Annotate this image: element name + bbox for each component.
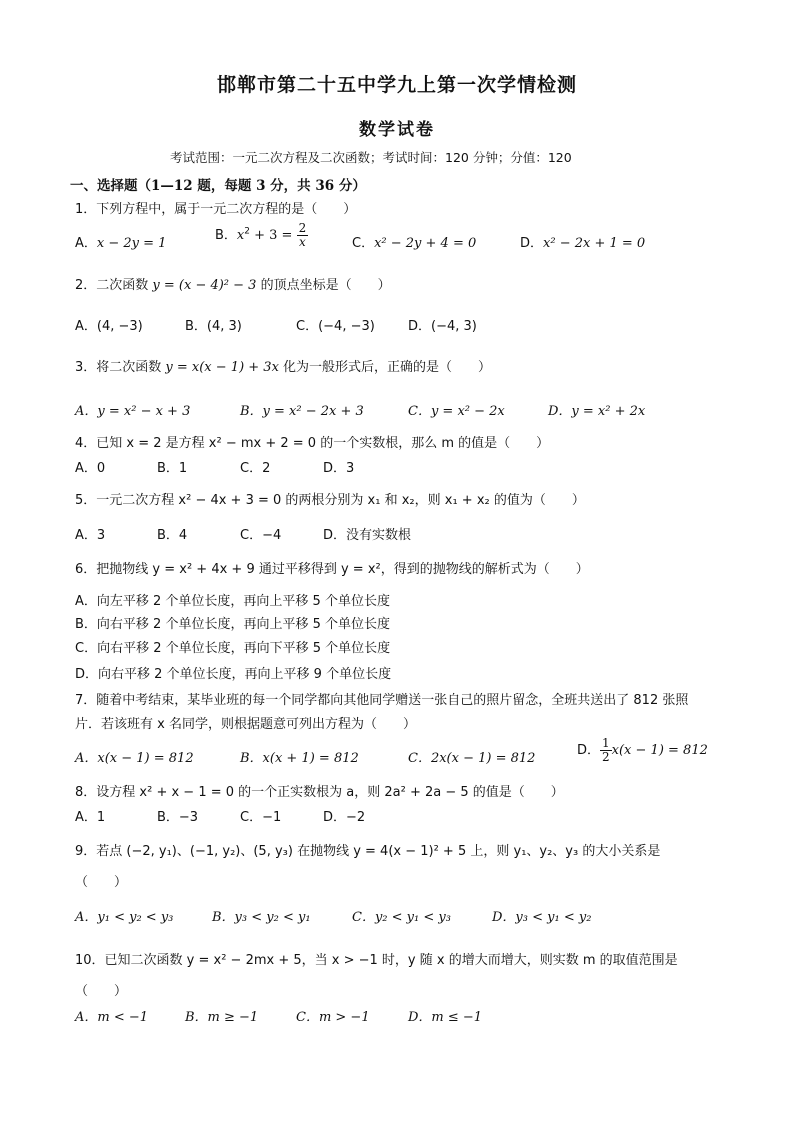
question-7-option-d [577, 737, 708, 764]
question-9-stem-line1: 9．若点 (−2, y₁)、(−1, y₂)、(5, y₃) 在抛物线 y = 4(x − 1)² + 5 上，则 y₁、y₂、y₃ 的大小关系是 [75, 844, 661, 859]
question-9-option-c: C．y₂ < y₁ < y₃ [352, 910, 451, 925]
question-6-option-b: B．向右平移 2 个单位长度，再向上平移 5 个单位长度 [75, 617, 390, 632]
fraction-denominator: 2 [602, 750, 610, 764]
question-10-option-a: A．m < −1 [75, 1010, 149, 1025]
option-label: A． [75, 236, 97, 251]
stem-text: 2．二次函数 [75, 278, 153, 293]
question-1-option-d [520, 232, 645, 251]
option-math: x² − 2x + 1 = 0 [543, 236, 646, 251]
question-5-option-c: C．−4 [240, 528, 282, 543]
question-7-stem-line2: 片．若该班有 x 名同学，则根据题意可列出方程为（ ） [75, 717, 416, 732]
option-label: D． [577, 743, 601, 758]
question-2-option-d: D．(−4, 3) [408, 319, 477, 334]
question-2-option-c: C．(−4, −3) [296, 319, 375, 334]
exam-info: 考试范围：一元二次方程及二次函数；考试时间：120 分钟；分值：120 [170, 150, 572, 165]
option-math: x(x − 1) = 812 [611, 743, 708, 758]
stem-math: y = (x − 4)² − 3 [152, 278, 257, 293]
fraction-numerator: 1 [602, 736, 610, 750]
fraction-numerator: 2 [298, 221, 307, 235]
question-2-stem [75, 274, 391, 293]
question-6-stem: 6．把抛物线 y = x² + 4x + 9 通过平移得到 y = x²，得到的抛物线的解析式为（ ） [75, 562, 589, 577]
question-2-option-b: B．(4, 3) [185, 319, 242, 334]
question-5-stem: 5．一元二次方程 x² − 4x + 3 = 0 的两根分别为 x₁ 和 x₂，则 x₁ + x₂ 的值为（ ） [75, 493, 585, 508]
question-10-option-d: D．m ≤ −1 [408, 1010, 483, 1025]
question-7-option-b: B．x(x + 1) = 812 [240, 751, 359, 766]
option-math: x [236, 228, 245, 243]
question-1-option-a [75, 232, 166, 251]
question-4-option-b: B．1 [157, 461, 188, 476]
question-10-stem-line2: （ ） [75, 984, 128, 999]
question-3-stem [75, 356, 491, 375]
question-10-option-c: C．m > −1 [296, 1010, 370, 1025]
question-1-option-b: B．$x^2 + 3$ = $\frac{2}{x}$ [215, 221, 307, 249]
fraction [600, 737, 612, 764]
question-6-option-c: C．向右平移 2 个单位长度，再向下平移 5 个单位长度 [75, 641, 391, 656]
question-3-option-a: A．y = x² − x + 3 [75, 404, 191, 419]
question-9-stem-line2: （ ） [75, 875, 128, 890]
question-8-stem: 8．设方程 x² + x − 1 = 0 的一个正实数根为 a，则 2a² + 2a − 5 的值是（ ） [75, 785, 564, 800]
question-9-option-d: D．y₃ < y₁ < y₂ [492, 910, 592, 925]
question-4-option-d: D．3 [323, 461, 355, 476]
question-7-option-c: C．2x(x − 1) = 812 [408, 751, 536, 766]
option-math: x − 2y = 1 [96, 236, 167, 251]
question-3-option-c: C．y = x² − 2x [408, 404, 505, 419]
option-label: C． [352, 236, 375, 251]
fraction-denominator: x [299, 235, 306, 249]
question-2-option-a: A．(4, −3) [75, 319, 143, 334]
question-4-option-c: C．2 [240, 461, 271, 476]
section-title: 一、选择题（1—12 题，每题 3 分，共 36 分） [70, 178, 366, 194]
stem-text: 化为一般形式后，正确的是（ ） [278, 360, 492, 375]
option-math: + 3 = [250, 228, 297, 243]
question-8-option-c: C．−1 [240, 810, 282, 825]
question-7-stem-line1: 7．随着中考结束，某毕业班的每一个同学都向其他同学赠送一张自己的照片留念，全班共送出了 812 张照 [75, 693, 689, 708]
option-math: x² − 2y + 4 = 0 [374, 236, 477, 251]
question-8-option-a: A．1 [75, 810, 106, 825]
question-9-option-b: B．y₃ < y₂ < y₁ [212, 910, 311, 925]
page-title: 邯郸市第二十五中学九上第一次学情检测 [216, 74, 577, 96]
question-8-option-d: D．−2 [323, 810, 366, 825]
question-6-option-d: D．向右平移 2 个单位长度，再向上平移 9 个单位长度 [75, 667, 392, 682]
question-8-option-b: B．−3 [157, 810, 199, 825]
stem-text: 3．将二次函数 [75, 360, 166, 375]
question-7-option-a: A．x(x − 1) = 812 [75, 751, 194, 766]
question-9-option-a: A．y₁ < y₂ < y₃ [75, 910, 174, 925]
question-1-stem: 1．下列方程中，属于一元二次方程的是（ ） [75, 202, 357, 217]
question-5-option-d: D．没有实数根 [323, 528, 412, 543]
page-subtitle: 数学试卷 [359, 120, 435, 140]
question-3-option-d: D．y = x² + 2x [548, 404, 646, 419]
question-10-option-b: B．m ≥ −1 [185, 1010, 259, 1025]
fraction [297, 222, 309, 249]
question-4-stem: 4．已知 x = 2 是方程 x² − mx + 2 = 0 的一个实数根，那么 m 的值是（ ） [75, 436, 550, 451]
question-5-option-a: A．3 [75, 528, 106, 543]
question-6-option-a: A．向左平移 2 个单位长度，再向上平移 5 个单位长度 [75, 594, 390, 609]
question-4-option-a: A．0 [75, 461, 106, 476]
option-label: B． [215, 228, 237, 243]
stem-text: 的顶点坐标是（ ） [256, 278, 391, 293]
question-10-stem-line1: 10．已知二次函数 y = x² − 2mx + 5，当 x > −1 时，y 随 x 的增大而增大，则实数 m 的取值范围是 [75, 953, 678, 968]
stem-math: y = x(x − 1) + 3x [165, 360, 279, 375]
option-label: D． [520, 236, 544, 251]
question-3-option-b: B．y = x² − 2x + 3 [240, 404, 364, 419]
question-1-option-c [352, 232, 476, 251]
question-5-option-b: B．4 [157, 528, 188, 543]
